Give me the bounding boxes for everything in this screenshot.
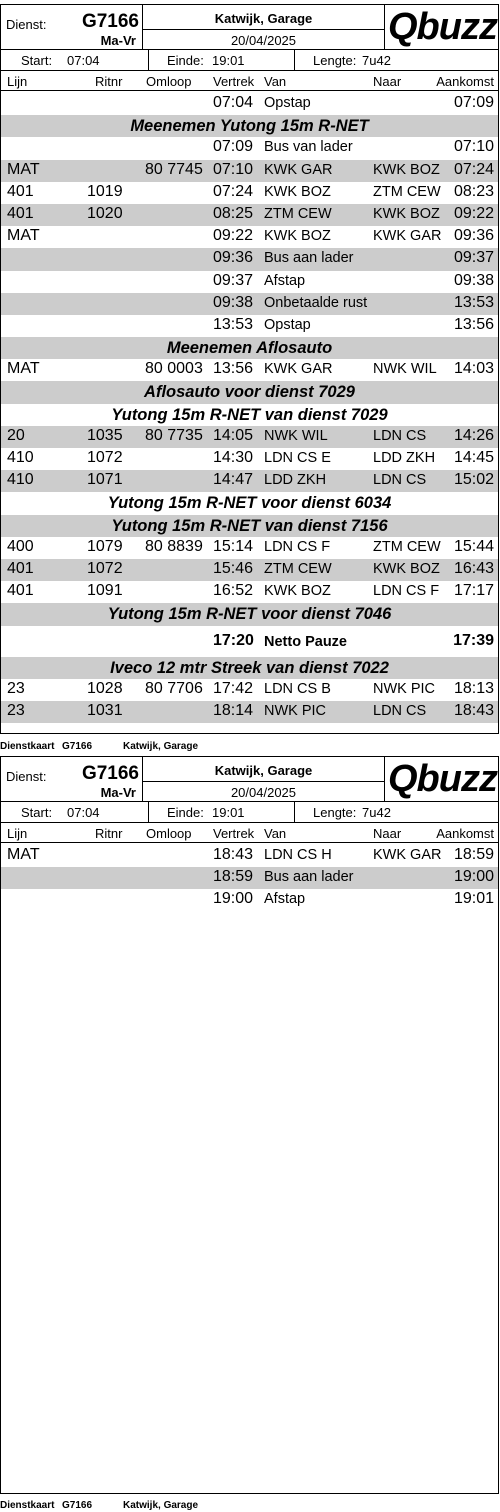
cell-aankomst: 14:26 (453, 426, 494, 444)
times-bar (1, 50, 498, 71)
trip-row (1, 226, 498, 248)
cell-vertrek: 13:53 (213, 315, 254, 333)
qbuzz-logo: Qbuzz (388, 6, 497, 48)
cell-aankomst: 09:37 (453, 249, 494, 267)
trip-row (1, 137, 498, 159)
cell-aankomst: 07:10 (453, 138, 494, 156)
cell-lijn: MAT (7, 160, 40, 178)
trip-row (1, 160, 498, 182)
cell-vertrek: 18:43 (213, 846, 254, 863)
trip-row (1, 470, 498, 492)
cell-vertrek: 17:20 (213, 631, 254, 649)
location-name: Katwijk, Garage (214, 11, 313, 26)
cell-van: Bus aan lader (264, 869, 354, 886)
einde-label: Einde: (167, 805, 204, 820)
cell-van: KWK BOZ (264, 183, 331, 200)
section-header-row: Yutong 15m R-NET voor dienst 6034 (107, 494, 392, 513)
cell-vertrek: 07:10 (213, 160, 254, 178)
footer-label: Dienstkaart (0, 1500, 55, 1511)
col-naar: Naar (373, 826, 402, 841)
cell-van: LDN CS H (264, 847, 332, 863)
trip-row (1, 448, 498, 470)
dienst-label: Dienst: (6, 769, 47, 784)
footer-code: G7166 (62, 741, 93, 752)
einde-cell (149, 50, 295, 70)
cell-van: LDN CS E (264, 450, 331, 466)
trip-row (1, 581, 498, 603)
card-header (1, 757, 498, 802)
cell-aankomst: 08:23 (453, 182, 494, 200)
cell-naar: LDN CS (373, 702, 427, 719)
cell-van: KWK BOZ (264, 228, 331, 245)
cell-naar: LDN CS (373, 472, 427, 489)
col-lijn: Lijn (7, 74, 28, 89)
cell-aankomst: 07:09 (453, 94, 494, 111)
trip-row (1, 204, 498, 226)
cell-lijn: MAT (7, 846, 40, 863)
start-time: 07:04 (67, 53, 100, 68)
cell-naar: NWK PIC (373, 680, 436, 697)
cell-vertrek: 08:25 (213, 204, 254, 222)
cell-ritnr: 1079 (87, 537, 123, 555)
cell-van: Opstap (264, 316, 311, 333)
cell-omloop: 80 7745 (145, 160, 203, 178)
trip-row (1, 701, 498, 723)
section-header-row: Meenemen Yutong 15m R-NET (1, 115, 498, 137)
cell-van: Opstap (264, 95, 311, 111)
location-divider (143, 781, 384, 782)
cell-aankomst: 18:13 (453, 679, 494, 697)
cell-naar: ZTM CEW (373, 183, 441, 200)
cell-lijn: 401 (7, 559, 34, 577)
dienst-days: Ma-Vr (100, 785, 136, 800)
times-bar (1, 802, 498, 823)
cell-lijn: 410 (7, 449, 34, 466)
trip-row (1, 845, 498, 867)
cell-naar: LDN CS F (373, 583, 440, 600)
lengte-label: Lengte: (313, 805, 357, 820)
pause-row (1, 626, 498, 657)
col-aankomst: Aankomst (436, 74, 494, 89)
cell-vertrek: 09:22 (213, 227, 254, 245)
cell-vertrek: 07:09 (213, 138, 254, 156)
lengte-label: Lengte: (313, 53, 357, 68)
cell-aankomst: 09:36 (453, 227, 494, 245)
cell-ritnr: 1072 (87, 559, 123, 577)
cell-ritnr: 1020 (87, 204, 123, 222)
footer-label: Dienstkaart (0, 741, 55, 752)
column-header (1, 823, 498, 843)
cell-aankomst: 17:39 (453, 631, 494, 649)
cell-naar: LDN CS (373, 427, 427, 444)
einde-time: 19:01 (212, 53, 245, 68)
trip-row (1, 889, 498, 911)
lengte-value: 7u42 (362, 53, 391, 68)
col-omloop: Omloop (146, 74, 192, 89)
einde-cell (149, 802, 295, 822)
trip-rows (1, 845, 498, 912)
footer-code: G7166 (62, 1500, 93, 1511)
cell-ritnr: 1091 (87, 582, 123, 600)
col-vertrek: Vertrek (213, 826, 255, 841)
cell-van: LDN CS F (264, 538, 331, 555)
cell-lijn: 401 (7, 582, 34, 600)
cell-omloop: 80 0003 (145, 360, 203, 378)
cell-ritnr: 1071 (87, 471, 123, 489)
col-aankomst: Aankomst (436, 826, 494, 841)
start-cell (1, 802, 149, 822)
cell-naar: ZTM CEW (373, 538, 441, 555)
cell-van: NWK PIC (264, 702, 327, 719)
cell-van: NWK WIL (264, 427, 328, 444)
footer-location: Katwijk, Garage (123, 1500, 199, 1511)
duty-date: 20/04/2025 (230, 33, 297, 48)
cell-vertrek: 14:30 (213, 449, 254, 466)
cell-aankomst: 19:00 (453, 868, 494, 886)
location-box (143, 757, 385, 802)
col-ritnr: Ritnr (95, 826, 123, 841)
cell-aankomst: 09:38 (453, 271, 494, 289)
cell-vertrek: 15:46 (213, 559, 254, 577)
location-name: Katwijk, Garage (214, 763, 313, 778)
einde-label: Einde: (167, 53, 204, 68)
col-van: Van (264, 74, 287, 89)
cell-vertrek: 07:04 (213, 94, 254, 111)
dienst-box (1, 757, 143, 802)
cell-lijn: MAT (7, 227, 40, 245)
cell-vertrek: 09:37 (213, 271, 254, 289)
cell-naar: KWK BOZ (373, 205, 440, 222)
start-cell (1, 50, 149, 70)
cell-van: ZTM CEW (264, 205, 332, 222)
cell-vertrek: 19:00 (213, 890, 254, 908)
section-header-row: Yutong 15m R-NET voor dienst 7046 (1, 603, 498, 625)
section-header-row: Iveco 12 mtr Streek van dienst 7022 (1, 657, 498, 679)
cell-aankomst: 13:56 (453, 315, 494, 333)
cell-aankomst: 14:03 (453, 360, 494, 378)
cell-van: Onbetaalde rust (264, 294, 368, 311)
dienst-days: Ma-Vr (100, 33, 136, 48)
cell-aankomst: 13:53 (453, 293, 494, 311)
trip-row (1, 293, 498, 315)
footer-location: Katwijk, Garage (123, 741, 199, 752)
page-2 (0, 752, 500, 1512)
cell-vertrek: 18:14 (213, 701, 254, 719)
cell-ritnr: 1031 (87, 701, 123, 719)
cell-naar: NWK WIL (373, 361, 437, 378)
cell-vertrek: 17:42 (213, 679, 254, 697)
start-label: Start: (21, 53, 53, 68)
trip-row (1, 537, 498, 559)
cell-naar: LDD ZKH (373, 450, 436, 466)
cell-van: KWK BOZ (264, 583, 331, 600)
trip-row (1, 248, 498, 270)
trip-row (1, 867, 498, 889)
cell-lijn: 401 (7, 204, 34, 222)
section-header-row: Yutong 15m R-NET van dienst 7029 (111, 405, 388, 424)
trip-row (1, 271, 498, 293)
trip-row (1, 679, 498, 701)
trip-row (1, 559, 498, 581)
trip-row (1, 359, 498, 381)
einde-time: 19:01 (212, 805, 245, 820)
cell-van: KWK GAR (264, 361, 333, 378)
col-vertrek: Vertrek (213, 74, 255, 89)
cell-vertrek: 07:24 (213, 182, 254, 200)
cell-aankomst: 18:59 (453, 846, 494, 863)
lengte-cell (295, 50, 498, 70)
cell-aankomst: 17:17 (453, 582, 494, 600)
trip-row (1, 93, 498, 115)
cell-ritnr: 1035 (87, 426, 123, 444)
cell-vertrek: 14:47 (213, 471, 254, 489)
cell-vertrek: 09:36 (213, 249, 254, 267)
card-header (1, 5, 498, 50)
trip-row (1, 426, 498, 448)
dienst-code: G7166 (81, 763, 139, 784)
cell-naar: KWK BOZ (373, 161, 440, 178)
col-omloop: Omloop (146, 826, 192, 841)
dienst-code: G7166 (81, 11, 139, 32)
cell-van: ZTM CEW (264, 560, 332, 577)
col-ritnr: Ritnr (95, 74, 123, 89)
cell-omloop: 80 7735 (145, 426, 203, 444)
duty-date: 20/04/2025 (230, 785, 297, 800)
cell-lijn: MAT (7, 360, 40, 378)
section-header-row: Yutong 15m R-NET van dienst 7156 (1, 515, 498, 537)
section-header-row: Meenemen Aflosauto (1, 337, 498, 359)
cell-aankomst: 19:01 (453, 890, 494, 908)
cell-vertrek: 14:05 (213, 426, 254, 444)
cell-naar: KWK BOZ (373, 560, 440, 577)
cell-ritnr: 1028 (87, 679, 123, 697)
duty-card (0, 4, 499, 734)
column-header (1, 71, 498, 91)
cell-lijn: 400 (7, 537, 34, 555)
cell-aankomst: 18:43 (453, 701, 494, 719)
cell-lijn: 23 (7, 701, 25, 719)
section-header-row: Aflosauto voor dienst 7029 (1, 381, 498, 403)
cell-vertrek: 09:38 (213, 293, 254, 311)
cell-vertrek: 13:56 (213, 360, 254, 378)
cell-lijn: 23 (7, 679, 25, 697)
lengte-cell (295, 802, 498, 822)
cell-van: Netto Pauze (264, 633, 347, 650)
cell-lijn: 410 (7, 471, 34, 489)
location-divider (143, 29, 384, 30)
start-time: 07:04 (67, 805, 100, 820)
cell-van: Afstap (264, 891, 306, 908)
col-naar: Naar (373, 74, 402, 89)
trip-rows (1, 93, 498, 723)
dienst-box (1, 5, 143, 50)
location-box (143, 5, 385, 50)
cell-aankomst: 09:22 (453, 204, 494, 222)
cell-van: Bus aan lader (264, 250, 354, 267)
cell-van: LDD ZKH (264, 472, 327, 489)
cell-naar: KWK GAR (373, 847, 442, 863)
cell-aankomst: 15:02 (453, 471, 494, 489)
qbuzz-logo: Qbuzz (388, 758, 497, 800)
cell-ritnr: 1019 (87, 182, 123, 200)
lengte-value: 7u42 (362, 805, 391, 820)
cell-vertrek: 15:14 (213, 537, 254, 555)
trip-row (1, 182, 498, 204)
cell-omloop: 80 7706 (145, 679, 203, 697)
cell-naar: KWK GAR (373, 228, 442, 245)
cell-ritnr: 1072 (87, 449, 123, 466)
cell-aankomst: 14:45 (453, 449, 494, 466)
duty-card (0, 756, 499, 1494)
cell-aankomst: 15:44 (453, 537, 494, 555)
cell-van: Bus van lader (264, 139, 353, 156)
cell-omloop: 80 8839 (145, 537, 203, 555)
cell-van: KWK GAR (264, 161, 333, 178)
cell-lijn: 401 (7, 182, 34, 200)
start-label: Start: (21, 805, 53, 820)
cell-aankomst: 16:43 (453, 559, 494, 577)
cell-van: Afstap (264, 272, 306, 289)
col-lijn: Lijn (7, 826, 28, 841)
cell-aankomst: 07:24 (453, 160, 494, 178)
trip-row (1, 315, 498, 337)
cell-van: LDN CS B (264, 680, 331, 697)
cell-vertrek: 16:52 (213, 582, 254, 600)
dienst-label: Dienst: (6, 17, 47, 32)
cell-lijn: 20 (7, 426, 25, 444)
col-van: Van (264, 826, 287, 841)
cell-vertrek: 18:59 (213, 868, 254, 886)
